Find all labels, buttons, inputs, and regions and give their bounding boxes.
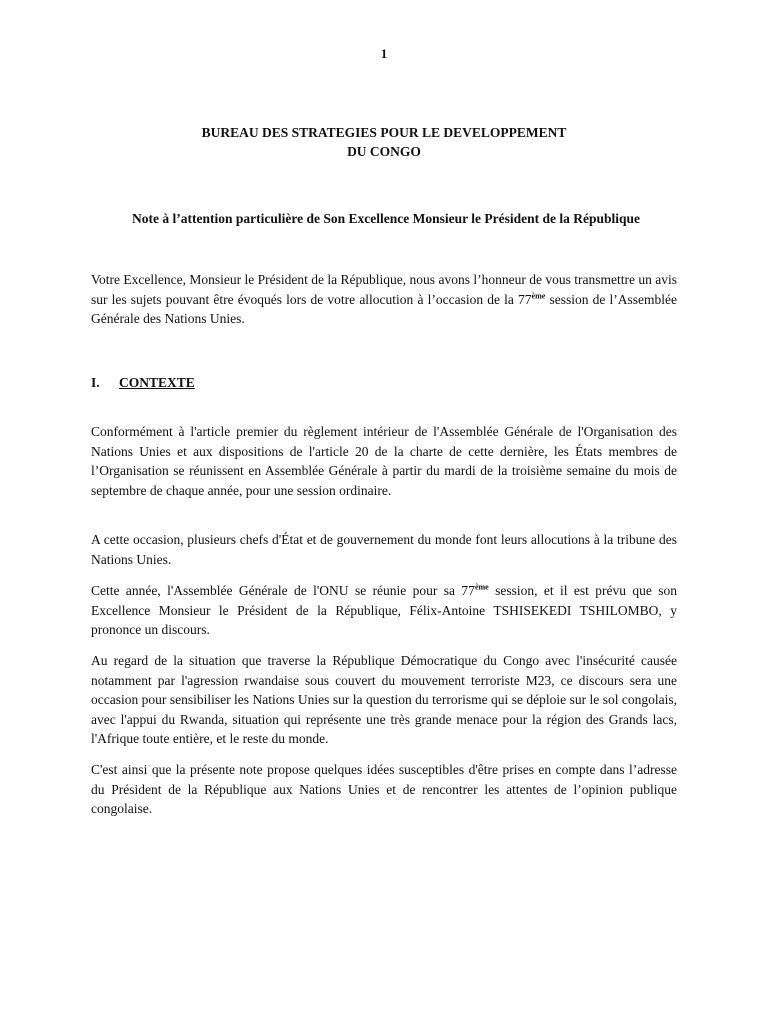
context-paragraph-3-end: session, et il est prévu que son Excellence Monsieur le Président de la République, Félix-Antoine TSHISEKEDI TSHILOMBO, y prononce un discours. (91, 583, 677, 638)
section-title: CONTEXTE (119, 375, 195, 390)
section-heading (91, 375, 195, 391)
organization-title (0, 123, 768, 161)
organization-title-line-2: DU CONGO (347, 144, 421, 159)
intro-text-end: session de l’Assemblée Générale des Nations Unies. (91, 291, 677, 327)
context-paragraph-3-superscript: ème (474, 582, 489, 592)
context-paragraph-3 (91, 581, 677, 640)
context-paragraph-1: Conformément à l'article premier du règlement intérieur de l'Assemblée Générale de l'Organisation des Nations Unies et aux dispositions de l'article 20 de la charte de cette dernière, les États membres de l’Organisation se réunissent en Assemblée Générale à partir du mardi de la troisième semaine du mois de septembre de chaque année, pour une session ordinaire. (91, 424, 677, 498)
intro-superscript: ème (531, 291, 546, 301)
context-paragraph-5: C'est ainsi que la présente note propose quelques idées susceptibles d'être prises en compte dans l’adresse du Président de la République aux Nations Unies et de rencontrer les attentes de l’opinion publique congolaise. (91, 762, 677, 817)
page-number: 1 (380, 46, 388, 61)
organization-title-line-1: BUREAU DES STRATEGIES POUR LE DEVELOPPEMENT (201, 125, 567, 140)
intro-text-start: Votre Excellence, Monsieur le Président de la République, nous avons l’honneur de vous transmettre un avis sur les sujets pouvant être évoqués lors de votre allocution à l’occasion de la 77 (91, 272, 677, 307)
intro-paragraph (91, 270, 677, 329)
context-paragraph-2: A cette occasion, plusieurs chefs d'État et de gouvernement du monde font leurs allocutions à la tribune des Nations Unies. (91, 532, 677, 567)
context-paragraph-4: Au regard de la situation que traverse la République Démocratique du Congo avec l'insécurité causée notamment par l'agression rwandaise sous couvert du mouvement terroriste M23, ce discours sera une occasion pour sensibiliser les Nations Unies sur la question du terrorisme qui se déploie sur le sol congolais, avec l'appui du Rwanda, situation qui représente une très grande menace pour la région des Grands lacs, l'Afrique toute entière, et le reste du monde. (91, 653, 677, 747)
section-number: I. (91, 375, 100, 390)
context-paragraph-3-start: Cette année, l'Assemblée Générale de l'ONU se réunie pour sa 77 (91, 583, 475, 598)
note-title: Note à l’attention particulière de Son Excellence Monsieur le Président de la République (132, 211, 640, 226)
